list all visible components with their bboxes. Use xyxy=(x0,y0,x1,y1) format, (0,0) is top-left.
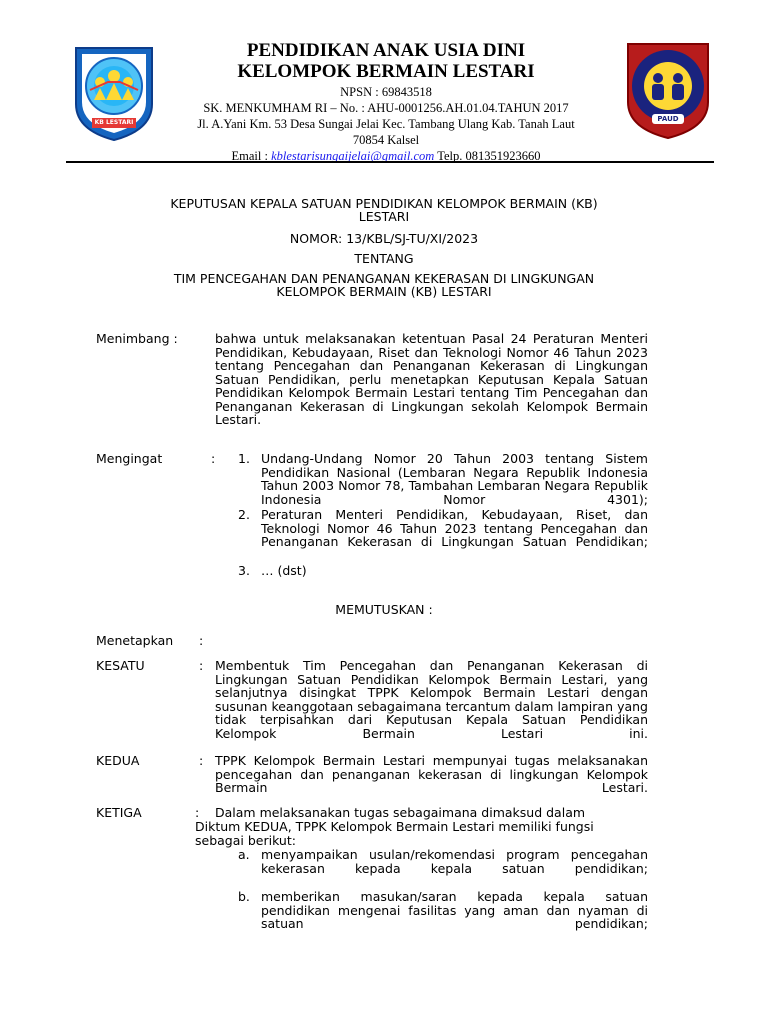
mengingat-label: Mengingat xyxy=(96,451,163,466)
ketiga-intro-line-2: Diktum KEDUA, TPPK Kelompok Bermain Lestari memiliki fungsi xyxy=(195,819,594,834)
ketiga-colon: : xyxy=(195,805,200,820)
logo-left-text-bottom: KB LESTARI xyxy=(94,119,134,126)
kedua-text: TPPK Kelompok Bermain Lestari mempunyai tugas melaksanakan pencegahan dan penanganan kekerasan di lingkungan Kelompok Bermain Lestari. xyxy=(215,753,648,795)
email-label: Email : xyxy=(231,149,268,163)
letterhead xyxy=(62,38,716,163)
kb-lestari-logo xyxy=(68,42,160,142)
mengingat-item-1-num: 1. xyxy=(238,451,250,466)
kesatu-colon: : xyxy=(199,658,204,673)
kedua-label: KEDUA xyxy=(96,753,140,768)
mengingat-item-2-text: Peraturan Menteri Pendidikan, Kebudayaan, Riset, dan Teknologi Nomor 46 Tahun 2023 tentang Pencegahan dan Penanganan Kekerasan di Lingkungan Satuan Pendidikan; xyxy=(261,507,648,549)
decree-title xyxy=(96,197,672,223)
address-line-1: Jl. A.Yani Km. 53 Desa Sungai Jelai Kec. Tambang Ulang Kab. Tanah Laut xyxy=(197,117,575,131)
ketiga-item-a-text: menyampaikan usulan/rekomendasi program pencegahan kekerasan kepada kepala satuan pendidikan; xyxy=(261,847,648,876)
ketiga-intro-line-1: Dalam melaksanakan tugas sebagaimana dimaksud dalam xyxy=(215,805,586,820)
npsn: NPSN : 69843518 xyxy=(340,85,432,99)
ketiga-label: KETIGA xyxy=(96,805,142,820)
phone: Telp. 081351923660 xyxy=(437,149,541,163)
decree-title-line-2: LESTARI xyxy=(358,209,410,224)
address-line-2: 70854 Kalsel xyxy=(352,133,420,147)
decree-subject-line-2: KELOMPOK BERMAIN (KB) LESTARI xyxy=(276,284,492,299)
email-link[interactable]: kblestarisungaijelai@gmail.com xyxy=(271,149,435,163)
letterhead-title-2: KELOMPOK BERMAIN LESTARI xyxy=(237,61,535,82)
ketiga-item-b-text: memberikan masukan/saran kepada kepala satuan pendidikan mengenai fasilitas yang aman dan nyaman di satuan pendidikan; xyxy=(261,889,648,931)
tentang-label: TENTANG xyxy=(354,251,414,266)
decree-subject xyxy=(96,272,672,298)
letterhead-text xyxy=(162,40,610,164)
kesatu-label: KESATU xyxy=(96,658,145,673)
kedua-colon: : xyxy=(199,753,204,768)
mengingat-item-3-num: 3. xyxy=(238,563,250,578)
paud-logo xyxy=(622,38,714,140)
ketiga-item-b-num: b. xyxy=(238,889,250,904)
mengingat-item-1-text: Undang-Undang Nomor 20 Tahun 2003 tentang Sistem Pendidikan Nasional (Lembaran Negara Republik Indonesia Tahun 2003 Nomor 78, Tambahan Lembaran Negara Republik Indonesia Nomor 4301); xyxy=(261,451,648,507)
sk-menkumham: SK. MENKUMHAM RI – No. : AHU-0001256.AH.01.04.TAHUN 2017 xyxy=(203,101,569,115)
letterhead-divider xyxy=(66,161,714,163)
ketiga-intro-line-3: sebagai berikut: xyxy=(195,833,296,848)
mengingat-item-2-num: 2. xyxy=(238,507,250,522)
kesatu-text: Membentuk Tim Pencegahan dan Penanganan Kekerasan di Lingkungan Satuan Pendidikan Kelompok Bermain Lestari, yang selanjutnya disingkat TPPK Kelompok Bermain Lestari dengan susunan keanggotaan sebagaimana tercantum dalam lampiran yang tidak terpisahkan dari Keputusan Kepala Satuan Pendidikan Kelompok Bermain Lestari ini. xyxy=(215,658,648,741)
menimbang-label: Menimbang : xyxy=(96,331,178,346)
decree-subject-line-1: TIM PENCEGAHAN DAN PENANGANAN KEKERASAN DI LINGKUNGAN xyxy=(173,271,595,286)
mengingat-item-3-text: … (dst) xyxy=(261,563,307,578)
memutuskan-label: MEMUTUSKAN : xyxy=(335,602,433,617)
logo-right-text-bottom: PAUD xyxy=(657,115,679,123)
menetapkan-label: Menetapkan xyxy=(96,633,174,648)
ketiga-item-a-num: a. xyxy=(238,847,250,862)
menimbang-text: bahwa untuk melaksanakan ketentuan Pasal 24 Peraturan Menteri Pendidikan, Kebudayaan, Riset dan Teknologi Nomor 46 Tahun 2023 tentang Pencegahan dan Penanganan Kekerasan di Lingkungan Satuan Pendidikan, perlu menetapkan Keputusan Kepala Satuan Pendidikan Kelompok Bermain Lestari tentang Tim Pencegahan dan Penanganan Kekerasan di Lingkungan sekolah Kelompok Bermain Lestari. xyxy=(215,331,648,427)
decree-number: NOMOR: 13/KBL/SJ-TU/XI/2023 xyxy=(289,231,479,246)
letterhead-title-1: PENDIDIKAN ANAK USIA DINI xyxy=(246,40,526,61)
decree-title-line-1: KEPUTUSAN KEPALA SATUAN PENDIDIKAN KELOMPOK BERMAIN (KB) xyxy=(170,196,598,211)
menetapkan-colon: : xyxy=(199,633,204,648)
mengingat-colon: : xyxy=(211,451,216,466)
